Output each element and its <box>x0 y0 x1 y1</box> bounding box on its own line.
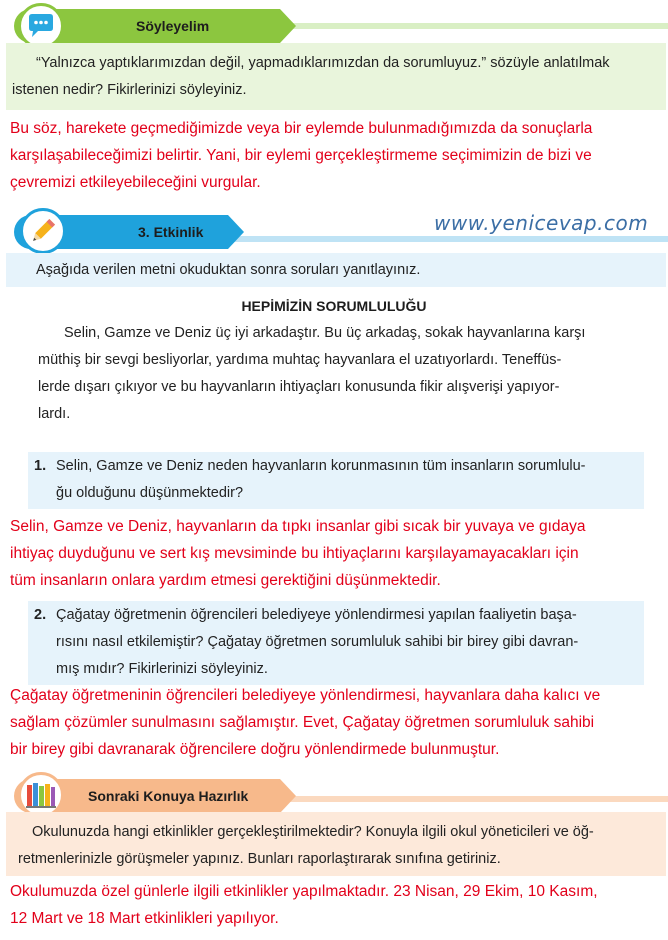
reading-text-line: lerde dışarı çıkıyor ve bu hayvanların ihtiyaçları konusunda fikir alışverişi yapıyor- <box>38 379 560 395</box>
hazirlik-question-line: Okulunuzda hangi etkinlikler gerçekleştirilmektedir? Konuyla ilgili okul yöneticileri ve öğ- <box>32 824 594 840</box>
answer-line: sağlam çözümler sunulmasını sağlamıştır. Evet, Çağatay öğretmen sorumluluk sahibi <box>10 714 595 731</box>
soyleyelim-header-strip <box>280 23 668 29</box>
question-1-box <box>28 452 644 509</box>
answer-2 <box>10 682 660 763</box>
question-2-line: mış mıdır? Fikirlerinizi söyleyiniz. <box>56 661 268 677</box>
soyleyelim-answer <box>10 115 660 196</box>
hazirlik-question-line: retmenlerinizle görüşmeler yapınız. Bunları raporlaştırarak sınıfına getiriniz. <box>18 851 501 867</box>
question-2-line: Çağatay öğretmenin öğrencileri belediyeye yönlendirmesi yapılan faaliyetin başa- <box>56 607 577 623</box>
question-1-line: Selin, Gamze ve Deniz neden hayvanların korunmasının tüm insanların sorumlulu- <box>56 458 586 474</box>
answer-line: bir birey gibi davranarak öğrencilere doğru yönlendirmede bulunmuştur. <box>10 741 500 758</box>
answer-line: Çağatay öğretmeninin öğrencileri belediyeye yönlendirmesi, hayvanlara daha kalıcı ve <box>10 687 601 704</box>
question-1-number: 1. <box>34 458 47 474</box>
soyleyelim-title: Söyleyelim <box>136 18 210 34</box>
answer-line: tüm insanların onlara yardım etmesi gerektiğini düşünmektedir. <box>10 572 441 589</box>
question-2-line: rısını nasıl etkilemiştir? Çağatay öğretmen sorumluluk sahibi bir birey gibi davran- <box>56 634 579 650</box>
hazirlik-question-box <box>6 812 666 876</box>
text-title: HEPİMİZİN SORUMLULUĞU <box>241 298 427 314</box>
reading-text-line: Selin, Gamze ve Deniz üç iyi arkadaştır. Bu üç arkadaş, sokak hayvanlarına karşı <box>64 325 586 341</box>
soyleyelim-question-line: istenen nedir? Fikirlerinizi söyleyiniz. <box>12 82 247 98</box>
question-1-line: ğu olduğunu düşünmektedir? <box>56 485 244 501</box>
answer-line: Selin, Gamze ve Deniz, hayvanların da tıpkı insanlar gibi sıcak bir yuvaya ve gıdaya <box>10 518 586 535</box>
soyleyelim-question-line: “Yalnızca yaptıklarımızdan değil, yapmadıklarımızdan da sorumluyuz.” sözüyle anlatılmak <box>36 55 610 71</box>
question-2-box <box>28 601 644 685</box>
etkinlik-header-arrow <box>218 215 244 249</box>
answer-line: 12 Mart ve 18 Mart etkinlikleri yapılıyor. <box>10 910 279 927</box>
question-2-number: 2. <box>34 607 47 623</box>
hazirlik-answer <box>10 878 660 932</box>
etkinlik-header-strip <box>232 236 668 242</box>
etkinlik-title: 3. Etkinlik <box>138 224 204 240</box>
answer-line: çevremizi etkileyebileceğini vurgular. <box>10 174 261 191</box>
watermark: www.yenicevap.com <box>434 211 649 235</box>
answer-line: Okulumuzda özel günlerle ilgili etkinlikler yapılmaktadır. 23 Nisan, 29 Ekim, 10 Kasım, <box>10 883 598 900</box>
etkinlik-instruction: Aşağıda verilen metni okuduktan sonra soruları yanıtlayınız. <box>36 262 421 278</box>
hazirlik-title: Sonraki Konuya Hazırlık <box>88 788 249 804</box>
reading-text <box>38 320 616 428</box>
pencil-icon <box>20 208 66 254</box>
soyleyelim-question-box <box>6 43 666 110</box>
hazirlik-header-strip <box>288 796 668 802</box>
soyleyelim-header-arrow <box>270 9 296 43</box>
reading-text-line: müthiş bir sevgi besliyorlar, yardıma muhtaç hayvanlara el uzatıyorlardı. Teneffüs- <box>38 352 562 368</box>
answer-line: ihtiyaç duyduğunu ve sert kış mevsiminde bu ihtiyaçlarını karşılayamayacakları için <box>10 545 579 562</box>
answer-1 <box>10 513 660 594</box>
etkinlik-instruction-box <box>6 253 666 287</box>
hazirlik-header-arrow <box>270 779 296 813</box>
reading-text-line: lardı. <box>38 406 71 422</box>
answer-line: Bu söz, harekete geçmediğimizde veya bir eylemde bulunmadığımızda da sonuçlarla <box>10 120 593 137</box>
answer-line: karşılaşabileceğimizi belirtir. Yani, bir eylemi gerçekleştirmeme seçimimizin de bizi ve <box>10 147 592 164</box>
